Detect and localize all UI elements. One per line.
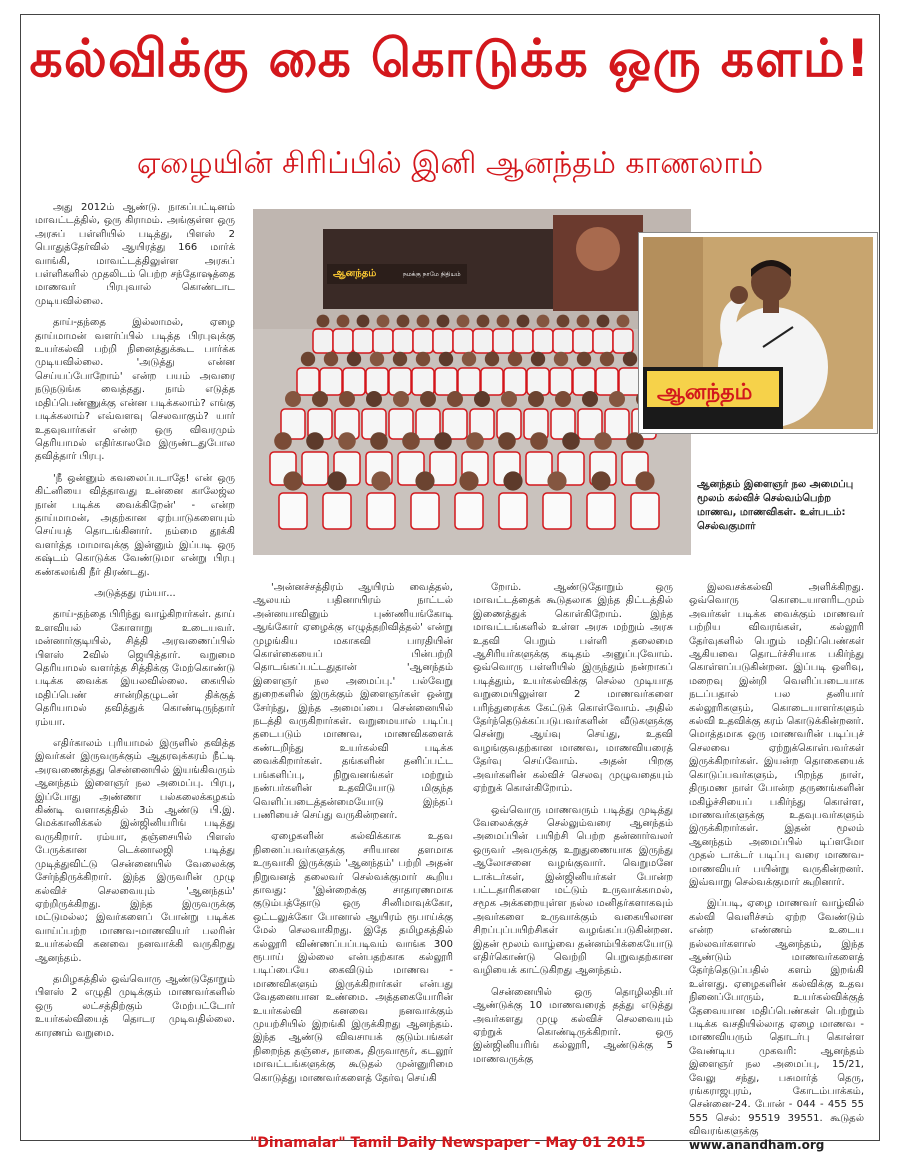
student-head xyxy=(591,471,610,490)
student-figure xyxy=(393,329,413,353)
student-head xyxy=(503,471,522,490)
paragraph: இலவசக்கல்வி அளிக்கிறது. ஒவ்வொரு கொடையாளரிடமும் அவர்கள் படிக்க வைக்கும் மாணவர் பற்றிய விவரங்கள், கல்லூரி தேர்வுகளில் பெறும் மதிப்பெண்கள் ஆகியவை தொடர்ச்சியாக பகிர்ந்து கொள்ளப்படுகின்றன. இப்படி ஒளிவு, மறைவு இன்றி வெளிப்படையாக நடப்பதால் பல தனியார் கல்லூரிகளும், கொடையாளர்களும் கல்வி உதவிக்கு கரம் கொடுக்கின்றனர். மொத்தமாக ஒரு மாணவரின் படிப்புச் செலவை ஏற்றுக்கொள்பவர்கள் இருக்கிறார்கள். இயன்ற தொகையைக் கொடுப்பவர்களும், பிறந்த நாள், திருமண நாள் போன்ற தருணங்களின் மகிழ்ச்சியைப் பகிர்ந்து கொள்ள, மாணவர்களுக்கு உதவுபவர்களும் இருக்கிறார்கள். இதன் மூலம் ஆனந்தம் அமைப்பில் டிப்ளமோ முதல் டாக்டர் படிப்பு வரை மாணவ- மாணவியர் பயின்று வருகின்றனர். இவ்வாறு செல்வக்குமார் கூறினார். xyxy=(689,582,864,888)
student-head xyxy=(508,352,522,366)
student-head xyxy=(498,432,516,450)
paragraph: சென்னையில் ஒரு தொழிலதிபர் ஆண்டுக்கு 10 மாணவரைத் தத்து எடுத்து அவர்களது முழு கல்விச் செலவையும் ஏற்றுக் கொண்டிருக்கிறார். ஒரு இன்ஜினியரிங் கல்லூரி, ஆண்டுக்கு 5 மாணவருக்கு xyxy=(473,986,673,1065)
student-head xyxy=(324,352,338,366)
paragraph xyxy=(689,897,864,1153)
group-photo xyxy=(253,209,691,555)
student-head xyxy=(537,315,550,328)
article-column-2 xyxy=(253,581,453,1093)
student-figure xyxy=(297,368,319,395)
student-figure xyxy=(433,329,453,353)
student-head xyxy=(600,352,614,366)
student-head xyxy=(370,352,384,366)
student-head xyxy=(557,315,570,328)
paragraph: றோம். ஆண்டுதோறும் ஒரு மாவட்டத்தைக் கூடுதலாக இந்த திட்டத்தில் இணைத்துக் கொள்கிறோம். இந்த மாவட்டங்களில் உள்ள அரசு மற்றும் அரசு உதவி பெறும் பள்ளி தலைமை ஆசிரியர்களுக்கு கடிதம் அனுப்புவோம். ஒவ்வொரு பள்ளியில் இருந்தும் நன்றாகப் படித்தும், உயர்கல்விக்கு செல்ல முடியாத வறுமையிலுள்ள 2 மாணவர்களை பரிந்துரைக்க கேட்டுக் கொள்வோம். அதில் தேர்ந்தெடுக்கப்படுபவர்களின் வீடுகளுக்கு சென்று ஆய்வு செய்து, உதவி வழங்குவதற்கான மாணவ, மாணவியரைத் தேர்வு செய்வோம். அதன் பிறகு அவர்களின் கல்விச் செலவு முழுவதையும் ஏற்றுக் கொள்கிறோம். xyxy=(473,582,673,795)
paragraph: தாய்-தந்தை இல்லாமல், ஏழை தாய்மாமன் வளர்ப்பில் படித்த பிரபுவுக்கு உயர்கல்வி பற்றி நினைத்துக்கூட பார்க்க முடியவில்லை. 'அடுத்து என்ன செய்யப்போறோம்' என்ற பயம் அவரை நடுநடுங்க வைத்தது. நாம் எடுத்த மதிப்பெண்ணுக்கு என்ன படிக்கலாம்? எங்கு படிக்கலாம்? எவ்வளவு செலவாகும்? யார் உதவுவார்கள் என்ற ஒரு விவரமும் தெரியாமல் எதிர்காலமே இருண்டதுபோல தவித்தார் பிரபு. xyxy=(35,317,235,463)
student-figure xyxy=(367,493,395,529)
student-head xyxy=(597,315,610,328)
student-head xyxy=(582,391,598,407)
student-head xyxy=(447,391,463,407)
student-head xyxy=(555,391,571,407)
student-head xyxy=(420,391,436,407)
student-head xyxy=(306,432,324,450)
student-head xyxy=(338,432,356,450)
section-subhead: அடுத்தது ரம்யா... xyxy=(94,587,176,599)
students-group xyxy=(270,315,659,529)
paragraph: ஏழைகளின் கல்விக்காக உதவ நினைப்பவர்களுக்கு சரியான தளமாக உருவாகி இருக்கும் 'ஆனந்தம்' பற்றி அதன் நிறுவனத் தலைவர் செல்வக்குமார் கூறிய தாவது: 'இன்றைக்கு சாதாரணமாக குடும்பத்தோடு ஒரு சினிமாவுக்கோ, ஒட்டலுக்கோ போனால் ஆயிரம் ரூபாய்க்கு மேல் செலவாகிறது. இதே தமிழகத்தில் கல்லூரி விண்ணப்பப்படிவம் வாங்க 300 ரூபாய் இல்லை என்பதற்காக கல்லூரி படிப்பையே கைவிடும் மாணவ - மாணவிகளும் இருக்கிறார்கள் என்பது வேதனையான உண்மை. அத்தகையோரின் உயர்கல்வி கனவை நனவாக்கும் முயற்சியில் இறங்கி இருக்கிறது ஆனந்தம். இந்த ஆண்டு விவசாயக் குடும்பங்கள் நிறைந்த தஞ்சை, நாகை, திருவாரூர், கடலூர் மாவட்டங்களுக்கு கூடுதல் முன்னுரிமை கொடுத்து மாணவர்களைத் தேர்வு செய்கி xyxy=(253,831,453,1084)
article-column-1 xyxy=(35,201,235,1048)
student-head xyxy=(377,315,390,328)
student-head xyxy=(366,391,382,407)
student-figure xyxy=(573,329,593,353)
student-head xyxy=(434,432,452,450)
student-head xyxy=(285,391,301,407)
student-head xyxy=(462,352,476,366)
student-figure xyxy=(353,329,373,353)
group-photo-illustration xyxy=(253,209,691,555)
footer-source: "Dinamalar" Tamil Daily Newspaper - May 01 2015 xyxy=(250,1135,646,1151)
student-figure xyxy=(619,368,641,395)
student-head xyxy=(317,315,330,328)
paragraph: தாய்-தந்தை பிரிந்து வாழ்கிறார்கள். தாய் உளவியல் கோளாறு உடையவர். மன்னார்குடியில், சித்தி அரவணைப்பில் பிளஸ் 2வில் ஜெயித்தார். வறுமை தெரியாமல் வளர்த்த சித்திக்கு மேற்கொண்டு படிக்க வைக்க இயலவில்லை. கையில் மதிப்பெண் சான்றிதழுடன் திக்குத் தெரியாமல் தவித்துக் கொண்டிருந்தார் ரம்யா. xyxy=(35,609,235,728)
student-figure xyxy=(527,368,549,395)
paragraph: எதிர்காலம் புரியாமல் இருளில் தவித்த இவர்கள் இருவருக்கும் ஆதரவுக்கரம் நீட்டி அரவணைத்தது சென்னையில் இயங்கிவரும் ஆனந்தம் இளைஞர் நல அமைப்பு. பிரபு, இப்போது அண்ணா பல்கலைக்கழகம் கிண்டி வளாகத்தில் 3ம் ஆண்டு பி.இ. மெக்கானிக்கல் இன்ஜினியரிங் படித்து வருகிறார். ரம்யா, தஞ்சையில் பிளஸ் பேருக்கான டெக்னாலஜி படித்து முடித்துவிட்டு சென்னையில் வேலைக்கு சேர்ந்திருக்கிறார். இந்த இருவரின் முழு கல்விச் செலவையும் 'ஆனந்தம்' ஏற்றிருக்கிறது. இந்த இருவருக்கு மட்டுமல்ல; இவர்களைப் போன்று படிக்க வாய்ப்பற்ற மாணவ-மாணவியர் பலரின் உயர்கல்வி கனவை நனவாக்கி வருகிறது ஆனந்தம். xyxy=(35,738,235,964)
student-head xyxy=(617,315,630,328)
student-head xyxy=(347,352,361,366)
student-head xyxy=(562,432,580,450)
student-figure xyxy=(533,329,553,353)
student-figure xyxy=(596,368,618,395)
student-head xyxy=(501,391,517,407)
student-figure xyxy=(504,368,526,395)
student-head xyxy=(577,352,591,366)
student-head xyxy=(474,391,490,407)
student-head xyxy=(357,315,370,328)
student-head xyxy=(339,391,355,407)
paragraph: தமிழகத்தில் ஒவ்வொரு ஆண்டுதோறும் பிளஸ் 2 எழுதி முடிக்கும் மாணவர்களில் ஒரு லட்சத்திற்கும் மேற்பட்டோர் உயர்கல்வியைத் தொடர முடிவதில்லை. காரணம் வறுமை. xyxy=(35,973,235,1039)
student-head xyxy=(554,352,568,366)
student-head xyxy=(439,352,453,366)
student-head xyxy=(577,315,590,328)
student-head xyxy=(437,315,450,328)
student-figure xyxy=(481,368,503,395)
podium-logo-text: ஆனந்தம் xyxy=(657,380,753,405)
article-column-4 xyxy=(689,581,864,1161)
student-figure xyxy=(413,329,433,353)
student-head xyxy=(497,315,510,328)
student-head xyxy=(393,391,409,407)
student-figure xyxy=(631,493,659,529)
student-head xyxy=(417,315,430,328)
paragraph: ஒவ்வொரு மாணவரும் படித்து முடித்து வேலைக்குச் செல்லும்வரை ஆனந்தம் அமைப்பின் பயிற்சி பெற்ற தன்னார்வலர் ஒருவர் அவருக்கு உறுதுணையாக இருந்து ஆலோசனை வழங்குவார். வெறுமனே டாக்டர்கள், இன்ஜினியர்கள் போன்ற பட்டதாரிகளை மட்டும் உருவாக்காமல், சமூக அக்கறையுள்ள நல்ல மனிதர்களாகவும் அவர்களை உருவாக்கும் வகையிலான சிறப்புப்பயிற்சிகள் வழங்கப்படுகின்றன. இதன் மூலம் வாழ்வை தன்னம்பிக்கையோடு எதிர்கொண்டு வெற்றி பெறுவதற்கான வழியைக் காட்டுகிறது ஆனந்தம். xyxy=(473,804,673,977)
banner-brand-text: ஆனந்தம் xyxy=(333,268,377,279)
student-figure xyxy=(416,409,440,439)
speaker-photo xyxy=(639,233,877,433)
student-head xyxy=(402,432,420,450)
student-figure xyxy=(333,329,353,353)
student-figure xyxy=(302,452,328,485)
student-head xyxy=(371,471,390,490)
student-figure xyxy=(573,368,595,395)
photo-caption: ஆனந்தம் இளைஞர் நல அமைப்பு மூலம் கல்விச் செல்வம்பெற்ற மாணவ, மாணவிகள். உள்படம்: செல்வகுமார் xyxy=(697,479,854,532)
student-head xyxy=(327,471,346,490)
student-head xyxy=(635,471,654,490)
paragraph: 'நீ ஒன்னும் கவலைப்படாதே! என் ஒரு கிட்னியை வித்தாவது உன்னை காலேஜ்ல நான் படிக்க வைக்கிறேன்' - என்ற தாய்மாமன், அதற்கான ஏற்பாடுகளையும் செய்யத் தொடங்கினார். நம்மை தூக்கி வளர்த்த மாமாவுக்கு இன்னும் இப்படி ஒரு கஷ்டம் கொடுக்க வேண்டுமா என்று பிரபு கண்கலங்கி நீர் திரண்டது. xyxy=(35,472,235,578)
article-column-3 xyxy=(473,581,673,1074)
paragraph: அது 2012ம் ஆண்டு. நாகப்பட்டினம் மாவட்டத்தில், ஒரு கிராமம். அங்குள்ள ஒரு அரசுப் பள்ளியில் படித்து, பிளஸ் 2 பொதுத்தேர்வில் ஆயிரத்து 166 மார்க் வாங்கி, மாவட்டத்திலுள்ள அரசுப் பள்ளிகளில் முதலிடம் பெற்ற சந்தோஷத்தை மாணவர் பிரபுவால் கொண்டாட முடியவில்லை. xyxy=(35,202,235,307)
student-figure xyxy=(320,368,342,395)
banner-small-text: நமக்கு நாமே நிதியம் xyxy=(403,271,461,278)
student-head xyxy=(283,471,302,490)
student-figure xyxy=(435,368,457,395)
student-head xyxy=(370,432,388,450)
student-figure xyxy=(458,368,480,395)
student-figure xyxy=(389,368,411,395)
student-figure xyxy=(412,368,434,395)
student-figure xyxy=(587,493,615,529)
student-head xyxy=(609,391,625,407)
student-figure xyxy=(455,493,483,529)
student-head xyxy=(626,432,644,450)
student-head xyxy=(466,432,484,450)
student-head xyxy=(623,352,637,366)
student-figure xyxy=(513,329,533,353)
student-figure xyxy=(279,493,307,529)
student-head xyxy=(415,471,434,490)
student-figure xyxy=(366,368,388,395)
student-head xyxy=(485,352,499,366)
student-figure xyxy=(411,493,439,529)
student-head xyxy=(517,315,530,328)
paragraph: 'அன்னச்சத்திரம் ஆயிரம் வைத்தல், ஆலயம் பதினாயிரம் நாட்டல் அன்னயாவினும் புண்ணியங்கோடி ஆங்கோர் ஏழைக்கு எழுத்தறிவித்தல்' என்று முழங்கிய மகாகவி பாரதியின் கொள்கையைப் பின்பற்றி தொடங்கப்பட்டதுதான் 'ஆனந்தம் இளைஞர் நல அமைப்பு.' பல்வேறு துறைகளில் இருக்கும் இளைஞர்கள் ஒன்று சேர்ந்து, இந்த அமைப்பை சென்னையில் நடத்தி வருகிறார்கள். வறுமையால் படிப்பு தடைபடும் மாணவ, மாணவிகளைக் கண்டறிந்து உயர்கல்வி படிக்க வைக்கிறார்கள். தங்களின் தனிப்பட்ட பங்களிப்பு, நிறுவனங்கள் மற்றும் நண்பர்களின் உதவியோடு மிகுந்த வெளிப்படைத்தன்மையோடு இந்தப் பணியைச் செய்து வருகின்றனர். xyxy=(253,582,453,821)
student-head xyxy=(547,471,566,490)
speaker-photo-illustration xyxy=(643,237,873,429)
student-figure xyxy=(323,493,351,529)
student-figure xyxy=(343,368,365,395)
subheadline: ஏழையின் சிரிப்பில் இனி ஆனந்தம் காணலாம் xyxy=(136,146,764,181)
headline: கல்விக்கு கை கொடுக்க ஒரு களம்! xyxy=(29,29,871,89)
student-head xyxy=(301,352,315,366)
student-figure xyxy=(453,329,473,353)
student-figure xyxy=(543,493,571,529)
student-head xyxy=(416,352,430,366)
contact-paragraph: இப்படி, ஏழை மாணவர் வாழ்வில் கல்வி வெளிச்சம் ஏற்ற வேண்டும் என்ற எண்ணம் உடைய நல்லவர்களால் ஆனந்தம், இந்த ஆண்டும் மாணவர்களைத் தேர்ந்தெடுப்பதில் களம் இறங்கி உள்ளது. ஏழைகளின் கல்விக்கு உதவ நினைப்போரும், உயர்கல்விக்குத் தேவையான மதிப்பெண்கள் பெற்றும் படிக்க வசதியில்லாத ஏழை மாணவ - மாணவியரும் தொடர்பு கொள்ள வேண்டிய முகவரி: ஆனந்தம் இளைஞர் நல அமைப்பு, 15/21, வேலு சந்து, பசுமார்த் தெரு, ரங்கராஜபுரம், கோடம்பாக்கம், சென்னை-24. போன் - 044 - 455 55 555 செல்: 95519 39551. கூடுதல் விவரங்களுக்கு xyxy=(689,898,864,1138)
student-head xyxy=(312,391,328,407)
student-head xyxy=(594,432,612,450)
student-head xyxy=(459,471,478,490)
student-figure xyxy=(493,329,513,353)
student-head xyxy=(531,352,545,366)
student-figure xyxy=(313,329,333,353)
student-figure xyxy=(593,329,613,353)
student-figure xyxy=(473,329,493,353)
student-head xyxy=(530,432,548,450)
student-head xyxy=(274,432,292,450)
student-figure xyxy=(499,493,527,529)
student-head xyxy=(477,315,490,328)
student-figure xyxy=(550,368,572,395)
student-head xyxy=(337,315,350,328)
student-figure xyxy=(553,329,573,353)
student-head xyxy=(528,391,544,407)
student-head xyxy=(457,315,470,328)
student-head xyxy=(393,352,407,366)
student-figure xyxy=(373,329,393,353)
student-figure xyxy=(613,329,633,353)
website-link[interactable]: www.anandham.org xyxy=(689,1137,825,1152)
student-head xyxy=(397,315,410,328)
